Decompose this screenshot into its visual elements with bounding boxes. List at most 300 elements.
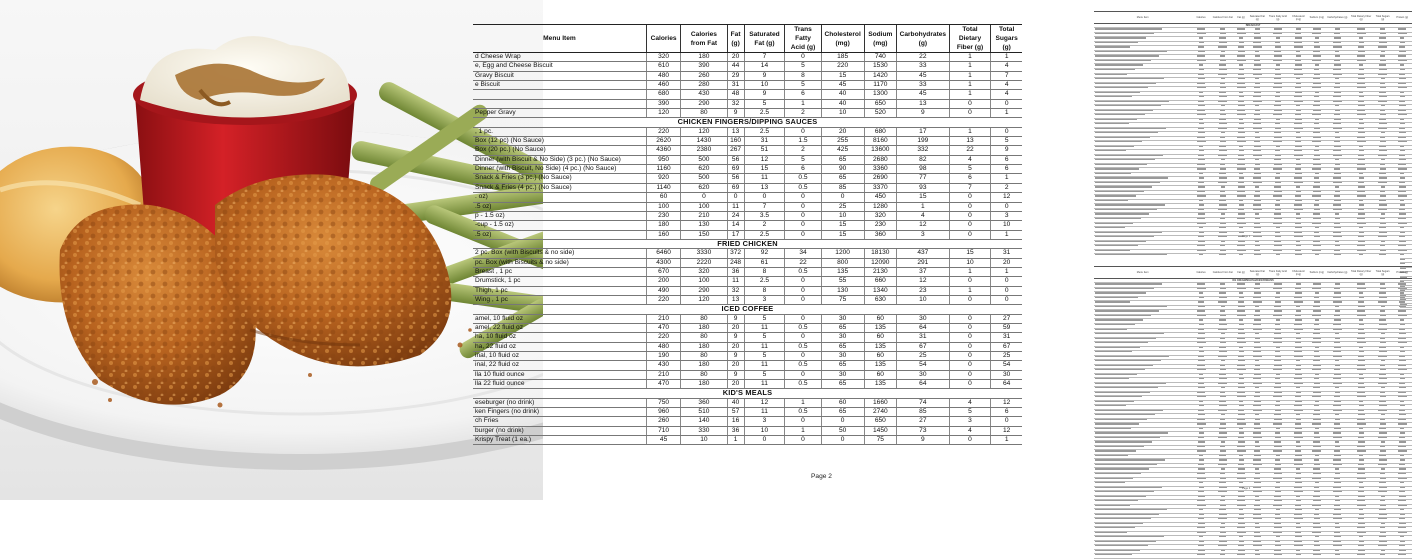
menu-item-cell: Snack & Fries (3 pc.) (No Sauce) — [473, 174, 646, 183]
value-cell: 372 — [727, 249, 744, 258]
value-cell: 27 — [897, 417, 950, 426]
value-cell: 20 — [727, 342, 744, 351]
value-cell: 50 — [821, 426, 864, 435]
menu-item-cell: Krispy Treat (1 ea.) — [473, 436, 646, 445]
value-cell: 0 — [991, 99, 1022, 108]
value-cell: 48 — [727, 90, 744, 99]
value-cell: 9 — [744, 71, 785, 80]
value-cell: 0 — [785, 230, 821, 239]
thumbnail-column-header: Calories From Fat — [1211, 12, 1235, 24]
value-cell: 10 — [681, 436, 727, 445]
value-cell: 98 — [897, 165, 950, 174]
value-cell: 680 — [864, 127, 896, 136]
value-cell: 4300 — [646, 258, 680, 267]
value-cell: 0 — [949, 314, 991, 323]
value-cell: 2.5 — [744, 277, 785, 286]
value-cell: 1 — [949, 286, 991, 295]
value-cell: 27 — [991, 314, 1022, 323]
value-cell: 0 — [991, 295, 1022, 304]
thumbnail-column-header: Total Dietary Fiber (g) — [1349, 267, 1373, 279]
value-cell: 220 — [646, 333, 680, 342]
value-cell: 36 — [727, 267, 744, 276]
nutrition-page-1-thumbnail — [1092, 0, 1409, 245]
value-cell: 12 — [991, 193, 1022, 202]
value-cell: 290 — [681, 99, 727, 108]
value-cell: 65 — [821, 361, 864, 370]
value-cell: 1 — [785, 99, 821, 108]
value-cell: 67 — [991, 342, 1022, 351]
nutrition-page-3-thumbnail — [1092, 255, 1409, 500]
column-header: Total Sugars (g) — [991, 25, 1022, 53]
value-cell: 220 — [646, 295, 680, 304]
value-cell: 0 — [744, 193, 785, 202]
value-cell: 199 — [897, 137, 950, 146]
value-cell: 77 — [897, 174, 950, 183]
value-cell: 7 — [991, 71, 1022, 80]
value-cell: 1 — [949, 267, 991, 276]
value-cell: 22 — [949, 146, 991, 155]
menu-item-cell: d Cheese Wrap — [473, 53, 646, 62]
value-cell: 290 — [681, 286, 727, 295]
thumbnail-item-bar — [1094, 554, 1191, 559]
value-cell: 210 — [646, 370, 680, 379]
thumbnail-column-header: Calories — [1191, 267, 1210, 279]
value-cell: 11 — [727, 202, 744, 211]
value-cell: 4 — [991, 81, 1022, 90]
menu-item-cell: eseburger (no drink) — [473, 398, 646, 407]
value-cell: 7 — [744, 202, 785, 211]
value-cell: 460 — [646, 81, 680, 90]
menu-item-cell: -cup - 1.5 oz) — [473, 221, 646, 230]
value-cell: 40 — [821, 90, 864, 99]
value-cell: 0.5 — [785, 183, 821, 192]
value-cell: 1 — [991, 436, 1022, 445]
value-cell: 20 — [821, 127, 864, 136]
value-cell: 25 — [821, 202, 864, 211]
value-cell: 9 — [727, 352, 744, 361]
value-cell: 23 — [897, 286, 950, 295]
value-cell: 210 — [681, 211, 727, 220]
menu-item-cell: p - 1.5 oz) — [473, 211, 646, 220]
value-cell: 93 — [897, 183, 950, 192]
value-cell: 8 — [744, 267, 785, 276]
value-cell: 1 — [949, 62, 991, 71]
value-cell: 800 — [821, 258, 864, 267]
value-cell: 92 — [744, 249, 785, 258]
value-cell: 0 — [949, 323, 991, 332]
thumbnail-column-header: Trans Fatty Acid (g) — [1267, 12, 1289, 24]
value-cell: 90 — [821, 165, 864, 174]
value-cell: 291 — [897, 258, 950, 267]
value-cell: 1430 — [681, 137, 727, 146]
value-cell: 0 — [785, 314, 821, 323]
value-cell: 10 — [744, 426, 785, 435]
value-cell: 9 — [727, 109, 744, 118]
value-cell: 0 — [949, 230, 991, 239]
value-cell: 73 — [897, 426, 950, 435]
value-cell: 11 — [744, 174, 785, 183]
value-cell: 6 — [949, 174, 991, 183]
value-cell: 5 — [785, 62, 821, 71]
value-cell: 64 — [897, 380, 950, 389]
value-cell: 100 — [681, 202, 727, 211]
section-title: FRIED CHICKEN — [473, 239, 1022, 248]
value-cell: 10 — [821, 211, 864, 220]
value-cell: 80 — [681, 370, 727, 379]
value-cell: 0 — [821, 436, 864, 445]
value-cell: 4 — [991, 62, 1022, 71]
thumbnail-column-header: Total Sugars (g) — [1373, 12, 1392, 24]
value-cell: 5 — [744, 370, 785, 379]
table-row — [473, 277, 1022, 286]
value-cell: 5 — [785, 81, 821, 90]
value-cell: 74 — [897, 398, 950, 407]
value-cell: 0.5 — [785, 323, 821, 332]
value-cell: 32 — [727, 99, 744, 108]
value-cell: 30 — [821, 333, 864, 342]
value-cell: 320 — [646, 53, 680, 62]
table-row — [473, 165, 1022, 174]
value-cell: 0 — [949, 352, 991, 361]
menu-item-cell: lla 22 fluid ounce — [473, 380, 646, 389]
value-cell: 10 — [897, 295, 950, 304]
value-cell: 31 — [727, 81, 744, 90]
table-row — [473, 258, 1022, 267]
value-cell: 20 — [727, 323, 744, 332]
value-cell: 11 — [744, 380, 785, 389]
value-cell: 0.5 — [785, 361, 821, 370]
value-cell: 0 — [949, 202, 991, 211]
thumbnail-column-header: Fat (g) — [1235, 267, 1248, 279]
value-cell: 60 — [864, 352, 896, 361]
value-cell: 480 — [646, 71, 680, 80]
value-cell: 15 — [897, 193, 950, 202]
value-cell: 0 — [785, 333, 821, 342]
value-cell: 8160 — [864, 137, 896, 146]
value-cell: 135 — [864, 380, 896, 389]
value-cell: 40 — [727, 398, 744, 407]
value-cell: 1 — [785, 398, 821, 407]
value-cell: 7 — [744, 53, 785, 62]
value-cell: 120 — [646, 109, 680, 118]
value-cell: 18130 — [864, 249, 896, 258]
value-cell: 65 — [821, 174, 864, 183]
value-cell: 22 — [897, 53, 950, 62]
menu-item-cell: e, Egg and Cheese Biscuit — [473, 62, 646, 71]
value-cell: 430 — [646, 361, 680, 370]
value-cell: 75 — [864, 436, 896, 445]
menu-item-cell: Drumstick, 1 pc — [473, 277, 646, 286]
column-header: Calories from Fat — [681, 25, 727, 53]
value-cell: 67 — [897, 342, 950, 351]
value-cell: 9 — [727, 333, 744, 342]
value-cell: 630 — [864, 295, 896, 304]
value-cell: 13600 — [864, 146, 896, 155]
value-cell: 135 — [821, 267, 864, 276]
value-cell: 0 — [949, 333, 991, 342]
value-cell: 59 — [991, 323, 1022, 332]
section-header-row — [473, 118, 1022, 127]
thumbnail-value-bar — [1373, 554, 1392, 559]
value-cell: 180 — [681, 342, 727, 351]
value-cell: 0 — [949, 277, 991, 286]
value-cell: 3.5 — [744, 211, 785, 220]
value-cell: 140 — [681, 417, 727, 426]
thumbnail-column-header: Calories From Fat — [1211, 267, 1235, 279]
value-cell: 0 — [785, 211, 821, 220]
table-row — [473, 211, 1022, 220]
menu-item-cell — [473, 90, 646, 99]
value-cell: 135 — [864, 361, 896, 370]
table-row — [473, 53, 1022, 62]
value-cell: 100 — [646, 202, 680, 211]
value-cell: 960 — [646, 408, 680, 417]
thumbnail-column-header: Protein (g) — [1392, 267, 1412, 279]
value-cell: 0 — [949, 361, 991, 370]
value-cell: 332 — [897, 146, 950, 155]
value-cell: 33 — [897, 62, 950, 71]
table-row — [473, 361, 1022, 370]
value-cell: 0 — [785, 221, 821, 230]
value-cell: 17 — [727, 230, 744, 239]
value-cell: 0 — [991, 286, 1022, 295]
value-cell: 12 — [897, 221, 950, 230]
value-cell: 6 — [991, 155, 1022, 164]
value-cell: 180 — [681, 380, 727, 389]
thumbnail-column-header: Sodium (mg) — [1308, 12, 1325, 24]
table-row — [473, 71, 1022, 80]
value-cell: 330 — [681, 426, 727, 435]
value-cell: 82 — [897, 155, 950, 164]
value-cell: 22 — [785, 258, 821, 267]
thumbnail-value-bar — [1349, 554, 1373, 559]
value-cell: 2130 — [864, 267, 896, 276]
value-cell: 0 — [785, 295, 821, 304]
value-cell: 60 — [646, 193, 680, 202]
thumbnail-column-header: Menu Item — [1094, 267, 1191, 279]
value-cell: 0 — [785, 53, 821, 62]
value-cell: 520 — [864, 109, 896, 118]
thumbnail-value-bar — [1289, 554, 1308, 559]
value-cell: 3 — [744, 417, 785, 426]
value-cell: 4360 — [646, 146, 680, 155]
column-header: Saturated Fat (g) — [744, 25, 785, 53]
column-header: Menu Item — [473, 25, 646, 53]
value-cell: 1200 — [821, 249, 864, 258]
table-row — [473, 174, 1022, 183]
value-cell: 3330 — [681, 249, 727, 258]
value-cell: 0 — [785, 286, 821, 295]
value-cell: 210 — [646, 314, 680, 323]
value-cell: 65 — [821, 408, 864, 417]
value-cell: 14 — [727, 221, 744, 230]
thumbnail-value-bar — [1191, 554, 1210, 559]
value-cell: 60 — [821, 398, 864, 407]
value-cell: 1 — [949, 53, 991, 62]
value-cell: 1 — [991, 230, 1022, 239]
value-cell: 11 — [744, 323, 785, 332]
value-cell: 3 — [991, 211, 1022, 220]
value-cell: 2380 — [681, 146, 727, 155]
value-cell: 500 — [681, 174, 727, 183]
value-cell: 5 — [991, 137, 1022, 146]
value-cell: 0 — [949, 193, 991, 202]
nutrition-page-2 — [475, 0, 1092, 500]
menu-item-cell: 2 pc. Box (with Biscuits & no side) — [473, 249, 646, 258]
value-cell: 267 — [727, 146, 744, 155]
menu-item-cell: ha, 10 fluid oz — [473, 333, 646, 342]
menu-item-cell: Snack & Fries (4 pc.) (No Sauce) — [473, 183, 646, 192]
value-cell: 0 — [949, 99, 991, 108]
column-header: Calories — [646, 25, 680, 53]
value-cell: 5 — [744, 333, 785, 342]
value-cell: 44 — [727, 62, 744, 71]
value-cell: 85 — [897, 408, 950, 417]
value-cell: 69 — [727, 183, 744, 192]
value-cell: 0 — [785, 202, 821, 211]
menu-item-cell: Dinner (with Biscuit & No Side) (3 pc.) (No Sauce) — [473, 155, 646, 164]
value-cell: 2 — [785, 146, 821, 155]
value-cell: 12090 — [864, 258, 896, 267]
value-cell: 950 — [646, 155, 680, 164]
value-cell: 0 — [785, 193, 821, 202]
menu-item-cell: , 1 pc. — [473, 127, 646, 136]
value-cell: 3360 — [864, 165, 896, 174]
value-cell: 15 — [821, 221, 864, 230]
table-row — [473, 342, 1022, 351]
value-cell: 13 — [949, 137, 991, 146]
value-cell: 55 — [821, 277, 864, 286]
value-cell: 9 — [897, 109, 950, 118]
value-cell: 0 — [821, 193, 864, 202]
value-cell: 30 — [897, 314, 950, 323]
value-cell: 185 — [821, 53, 864, 62]
value-cell: 4 — [949, 426, 991, 435]
value-cell: 1 — [949, 81, 991, 90]
value-cell: 5 — [744, 314, 785, 323]
value-cell: 480 — [646, 342, 680, 351]
value-cell: 1 — [991, 53, 1022, 62]
value-cell: 1 — [949, 71, 991, 80]
value-cell: 0 — [949, 109, 991, 118]
thumbnail-row — [1094, 554, 1412, 559]
food-photo — [0, 0, 543, 500]
value-cell: 390 — [681, 62, 727, 71]
value-cell: 51 — [744, 146, 785, 155]
column-header: Trans Fatty Acid (g) — [785, 25, 821, 53]
value-cell: 1170 — [864, 81, 896, 90]
value-cell: 32 — [727, 286, 744, 295]
value-cell: 260 — [681, 71, 727, 80]
value-cell: 2.5 — [744, 127, 785, 136]
menu-item-cell: Breast , 1 pc — [473, 267, 646, 276]
value-cell: 190 — [646, 352, 680, 361]
table-row — [473, 90, 1022, 99]
value-cell: 0 — [991, 202, 1022, 211]
value-cell: 34 — [785, 249, 821, 258]
value-cell: 12 — [991, 426, 1022, 435]
menu-item-cell: .5 oz) — [473, 202, 646, 211]
value-cell: 0.5 — [785, 342, 821, 351]
value-cell: 6 — [785, 90, 821, 99]
value-cell: 1 — [949, 90, 991, 99]
thumbnail-column-header: Menu Item — [1094, 12, 1191, 24]
menu-item-cell: lla 10 fluid ounce — [473, 370, 646, 379]
value-cell: 1160 — [646, 165, 680, 174]
thumbnail-column-header: Cholesterol (mg) — [1289, 267, 1308, 279]
value-cell: 45 — [821, 81, 864, 90]
value-cell: 10 — [949, 258, 991, 267]
value-cell: 6460 — [646, 249, 680, 258]
value-cell: 20 — [727, 53, 744, 62]
value-cell: 1 — [897, 202, 950, 211]
value-cell: 130 — [681, 221, 727, 230]
thumbnail-column-header: Sodium (mg) — [1308, 267, 1325, 279]
value-cell: 1530 — [864, 62, 896, 71]
value-cell: 0 — [949, 211, 991, 220]
table-row — [473, 221, 1022, 230]
value-cell: 16 — [727, 417, 744, 426]
value-cell: 24 — [727, 211, 744, 220]
thumbnail-column-header: Protein (g) — [1392, 12, 1412, 24]
value-cell: 2.5 — [744, 230, 785, 239]
table-row — [473, 426, 1022, 435]
value-cell: 430 — [681, 90, 727, 99]
value-cell: 130 — [821, 286, 864, 295]
thumbnail-value-bar — [1267, 554, 1289, 559]
value-cell: 56 — [727, 174, 744, 183]
value-cell: 85 — [821, 183, 864, 192]
section-title: ICED COFFEE — [473, 305, 1022, 314]
value-cell: 0 — [785, 277, 821, 286]
section-title: KID'S MEALS — [473, 389, 1022, 398]
menu-item-cell: Gravy Biscuit — [473, 71, 646, 80]
value-cell: 20 — [991, 258, 1022, 267]
value-cell: 280 — [681, 81, 727, 90]
column-header: Sodium (mg) — [864, 25, 896, 53]
menu-item-cell: amel, 10 fluid oz — [473, 314, 646, 323]
value-cell: 80 — [681, 333, 727, 342]
value-cell: 64 — [897, 323, 950, 332]
value-cell: 65 — [821, 380, 864, 389]
value-cell: 17 — [897, 127, 950, 136]
value-cell: 425 — [821, 146, 864, 155]
thumbnail-value-bar — [1325, 554, 1349, 559]
value-cell: 248 — [727, 258, 744, 267]
value-cell: 2690 — [864, 174, 896, 183]
thumbnail-column-header: Saturated Fat (g) — [1248, 12, 1267, 24]
value-cell: 31 — [744, 137, 785, 146]
value-cell: 620 — [681, 165, 727, 174]
value-cell: 670 — [646, 267, 680, 276]
value-cell: 65 — [821, 323, 864, 332]
thumbnail-value-bar — [1211, 554, 1235, 559]
value-cell: 1340 — [864, 286, 896, 295]
table-row — [473, 146, 1022, 155]
menu-item-cell: pc. Box (with Biscuits & no side) — [473, 258, 646, 267]
value-cell: 13 — [744, 183, 785, 192]
column-header: Fat (g) — [727, 25, 744, 53]
value-cell: 1 — [991, 174, 1022, 183]
value-cell: 255 — [821, 137, 864, 146]
value-cell: 65 — [821, 342, 864, 351]
thumbnail-value-bar — [1392, 554, 1412, 559]
value-cell: 60 — [864, 370, 896, 379]
value-cell: 500 — [681, 155, 727, 164]
value-cell: 1140 — [646, 183, 680, 192]
nutrition-table — [473, 24, 1022, 445]
value-cell: 60 — [864, 314, 896, 323]
